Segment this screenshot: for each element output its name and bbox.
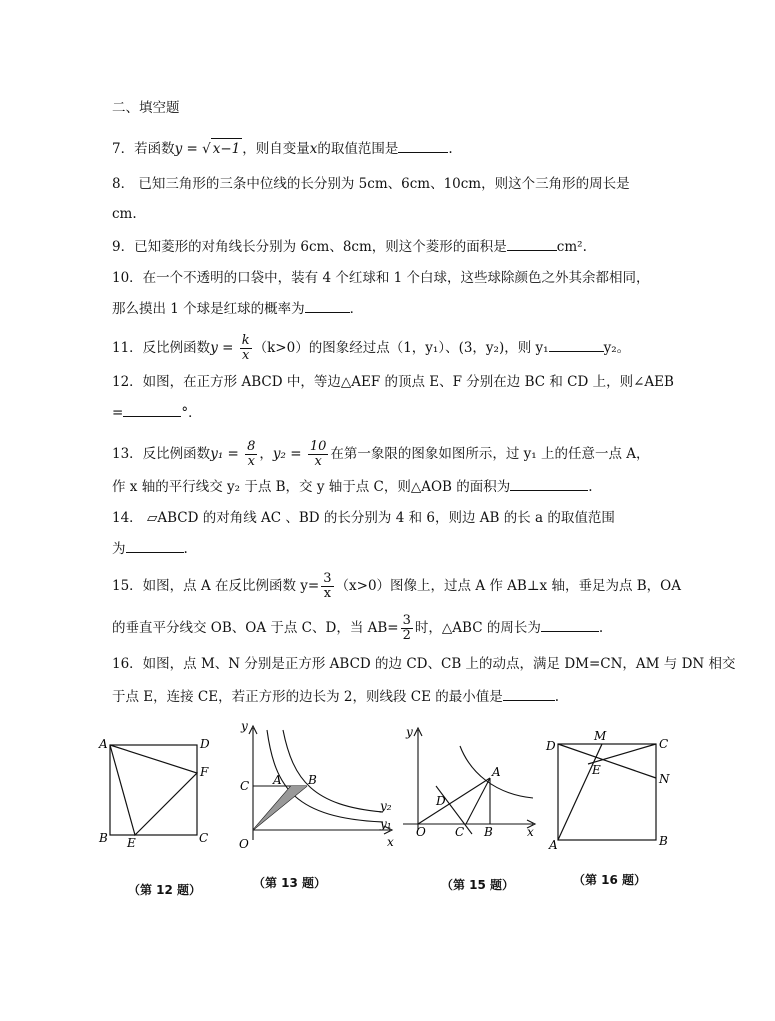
svg-text:B: B	[308, 773, 317, 787]
question-12-cont: = °．	[112, 402, 202, 423]
question-11: 11．反比例函数y = $\frac{k}{x}$ （k>0）的图象经过点（1，y₁）、(3，y₂)，则 y₁ y₂。	[112, 333, 631, 363]
section-title: 二、填空题	[112, 100, 180, 116]
svg-text:C: C	[455, 825, 465, 839]
fig12-label-a: A	[99, 737, 108, 751]
question-16: 16．如图，点 M、N 分别是正方形 ABCD 的边 CD、CB 上的动点，满足 DM=CN，AM 与 DN 相交	[112, 656, 736, 672]
question-8-cont: cm.	[112, 206, 137, 222]
question-13-cont: 作 x 轴的平行线交 y₂ 于点 B，交 y 轴于点 C，则△AOB 的面积为 .	[112, 476, 593, 497]
svg-text:A: A	[273, 773, 282, 787]
svg-text:x: x	[387, 835, 394, 849]
figure-13	[235, 718, 400, 853]
figure-15	[398, 722, 543, 842]
fig12-label-f: F	[200, 765, 209, 779]
svg-text:C: C	[659, 737, 669, 751]
svg-text:y: y	[241, 719, 248, 733]
fig12-caption: （第 12 题）	[128, 883, 202, 897]
question-16-cont: 于点 E，连接 CE，若正方形的边长为 2，则线段 CE 的最小值是 .	[112, 686, 559, 707]
question-15: 15．如图，点 A 在反比例函数 y= $\frac{3}{x}$ （x>0）图像上，过点 A 作 AB⊥x 轴，垂足为点 B，OA	[112, 571, 681, 601]
svg-text:x: x	[527, 825, 534, 839]
svg-text:D: D	[436, 794, 446, 808]
question-13: 13．反比例函数y₁ = $\frac{8}{x}$ ，y₂ = $\frac{10}{x}$ 在第一象限的图象如图所示，过 y₁ 上的任意一点 A，	[112, 439, 650, 469]
svg-text:y₁: y₁	[380, 817, 392, 831]
fig15-caption: （第 15 题）	[441, 878, 515, 892]
figure-12	[95, 735, 225, 855]
question-14: 14． ▱ABCD 的对角线 AC 、BD 的长分别为 4 和 6，则边 AB 的长 a 的取值范围	[112, 510, 615, 526]
svg-text:E: E	[592, 763, 601, 777]
svg-text:O: O	[416, 825, 426, 839]
question-8: 8． 已知三角形的三条中位线的长分别为 5cm、6cm、10cm，则这个三角形的周长是	[112, 176, 630, 192]
svg-text:D: D	[546, 739, 556, 753]
svg-text:B: B	[484, 825, 493, 839]
fig12-label-b: B	[99, 831, 108, 845]
fig13-caption: （第 13 题）	[253, 876, 327, 890]
figure-16	[540, 728, 675, 853]
fig12-label-d: D	[200, 737, 210, 751]
svg-text:y₂: y₂	[380, 799, 392, 813]
question-12: 12．如图，在正方形 ABCD 中，等边△AEF 的顶点 E、F 分别在边 BC 和 CD 上，则∠AEB	[112, 374, 674, 390]
svg-text:C: C	[240, 779, 250, 793]
svg-text:B: B	[659, 834, 668, 848]
question-9: 9．已知菱形的对角线长分别为 6cm、8cm，则这个菱形的面积是 cm².	[112, 236, 587, 257]
svg-text:O: O	[239, 837, 249, 851]
svg-text:A: A	[549, 838, 558, 852]
svg-text:y: y	[406, 725, 413, 739]
question-15-cont: 的垂直平分线交 OB、OA 于点 C、D，当 AB= $\frac{3}{2}$ 时，△ABC 的周长为 .	[112, 613, 604, 643]
question-10-cont: 那么摸出 1 个球是红球的概率为 ．	[112, 298, 363, 319]
question-7: 7．若函数y = √ x−1 ，则自变量x的取值范围是 .	[112, 138, 453, 159]
svg-text:A: A	[492, 765, 501, 779]
fig12-label-c: C	[199, 831, 209, 845]
svg-text:N: N	[659, 772, 670, 786]
fig16-caption: （第 16 题）	[573, 873, 647, 887]
fig12-label-e: E	[127, 836, 136, 850]
question-14-cont: 为 .	[112, 538, 188, 559]
svg-text:M: M	[594, 729, 607, 743]
question-10: 10．在一个不透明的口袋中，装有 4 个红球和 1 个白球，这些球除颜色之外其余都相同，	[112, 270, 650, 286]
